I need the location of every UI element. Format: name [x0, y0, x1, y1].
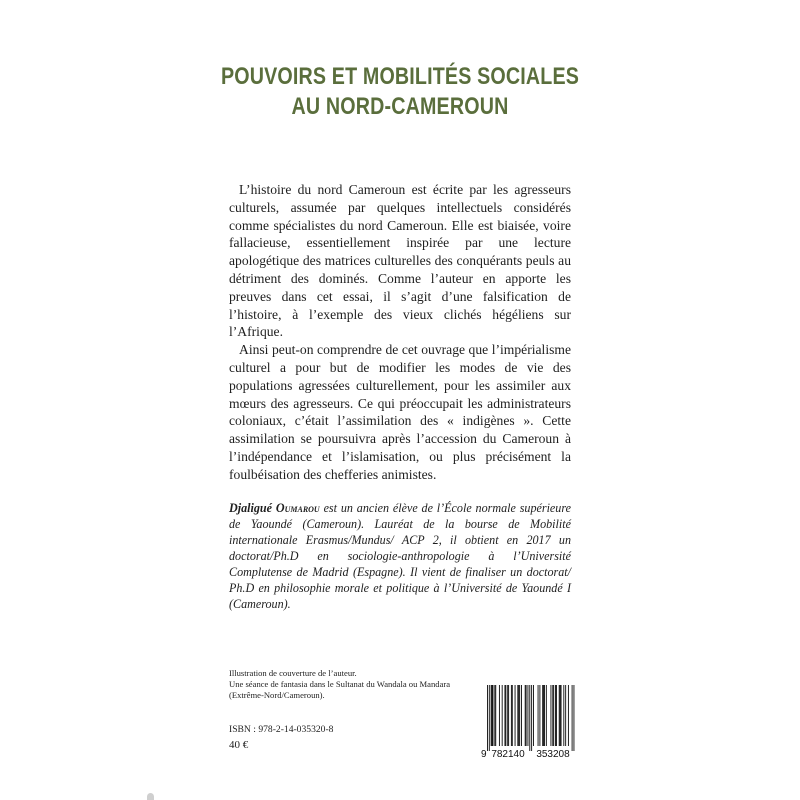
price: 40 €: [229, 739, 249, 751]
isbn-number: ISBN : 978-2-14-035320-8: [229, 724, 334, 735]
barcode-bar: [512, 685, 513, 746]
barcode-bar: [546, 685, 547, 746]
barcode-bar: [489, 685, 490, 751]
barcode-bar: [505, 685, 506, 746]
barcode-bar: [511, 685, 512, 746]
author-last-name: Oumarou: [275, 501, 320, 515]
author-bio: [229, 500, 571, 612]
barcode-bar: [542, 685, 543, 746]
barcode-bar: [521, 685, 522, 746]
author-first-name: Djaligué: [229, 501, 273, 515]
barcode-bar: [544, 685, 545, 746]
barcode-bar: [491, 685, 492, 746]
barcode-bar: [572, 685, 573, 751]
barcode-bar: [556, 685, 557, 746]
summary-paragraph-2: Ainsi peut-on comprendre de cet ouvrage que l’impérialisme culturel a pour but de modifier les modes de vie des populations agressées culturellement, pour les assimiler aux mœurs des agresseurs. Ce qui préoccupait les administrateurs coloniaux, c’était l’assimilation des « indigènes ». Cette assimilation se poursuivra après l’accession du Cameroun à l’indépendance et l’islamisation, ou plus précisément la foulbéisation des chefferies animistes.: [229, 342, 571, 482]
corner-mark: [147, 793, 154, 800]
barcode-bar: [492, 685, 493, 746]
barcode-digits-right: 353208: [536, 749, 570, 759]
barcode-bar: [550, 685, 551, 746]
barcode-bar: [499, 685, 500, 746]
barcode-bar: [519, 685, 520, 746]
barcode-bar: [494, 685, 495, 746]
barcode-bar: [560, 685, 561, 746]
barcode-bar: [573, 685, 574, 751]
barcode-bar: [555, 685, 556, 746]
book-title: [72, 62, 728, 122]
barcode-bar: [508, 685, 509, 746]
barcode-bar: [487, 685, 488, 751]
barcode-bar: [565, 685, 566, 746]
barcode-bar: [538, 685, 539, 746]
book-title-line-2: AU NORD-CAMEROUN: [291, 93, 509, 120]
barcode-bar: [543, 685, 544, 746]
credits-line-2: Une séance de fantasia dans le Sultanat du Wandala ou Mandara: [229, 679, 451, 689]
barcode-bar: [529, 685, 530, 751]
barcode-bar: [531, 685, 532, 751]
illustration-credits: [229, 668, 489, 701]
barcode-bar: [502, 685, 503, 746]
barcode-bar: [517, 685, 518, 746]
barcode-bar: [495, 685, 496, 746]
barcode-bar: [527, 685, 528, 746]
barcode-bar: [504, 685, 505, 746]
barcode-digits-left: 782140: [491, 749, 525, 759]
barcode-digit-lead: 9: [481, 749, 487, 759]
credits-line-3: (Extrême-Nord/Cameroun).: [229, 690, 325, 700]
barcode-bars: [487, 685, 574, 751]
back-cover-summary: [229, 181, 571, 484]
author-bio-text: est un ancien élève de l’École normale supérieure de Yaoundé (Cameroun). Lauréat de la bourse de Mobilité internationale Erasmus/Mundus/ ACP 2, il obtient en 2017 un doctorat/Ph.D en sociologie-anthropologie à l’Université Complutense de Madrid (Espagne). Il vient de finaliser un doctorat/ Ph.D en philosophie morale et politique à l’Université de Yaoundé I (Cameroun).: [229, 501, 571, 611]
barcode-bar: [525, 685, 526, 746]
barcode-bar: [526, 685, 527, 746]
barcode-bar: [533, 685, 534, 746]
barcode-bar: [559, 685, 560, 746]
summary-paragraph-1: L’histoire du nord Cameroun est écrite par les agresseurs culturels, assumée par quelques intellectuels considérés comme spécialistes du nord Cameroun. Elle est biaisée, voire fallacieuse, essentiellement inspirée par une lecture apologétique des matrices culturelles des conquérants peuls au détriment des dominés. Comme l’auteur en apporte les preuves dans cet essai, il s’agit d’une falsification de l’histoire, à l’exemple des vieux clichés hégéliens sur l’Afrique.: [229, 182, 571, 340]
credits-line-1: Illustration de couverture de l’auteur.: [229, 668, 357, 678]
barcode-bar: [552, 685, 553, 746]
barcode-bar: [553, 685, 554, 746]
barcode-bar: [493, 685, 494, 746]
barcode-graphic: [478, 683, 578, 759]
barcode-bar: [507, 685, 508, 746]
barcode-bar: [568, 685, 569, 746]
barcode-bar: [561, 685, 562, 746]
barcode-bar: [515, 685, 516, 746]
barcode-bar: [563, 685, 564, 746]
barcode-bar: [539, 685, 540, 746]
isbn-barcode: [478, 683, 578, 759]
book-title-line-1: POUVOIRS ET MOBILITÉS SOCIALES: [220, 63, 580, 90]
barcode-bar: [518, 685, 519, 746]
